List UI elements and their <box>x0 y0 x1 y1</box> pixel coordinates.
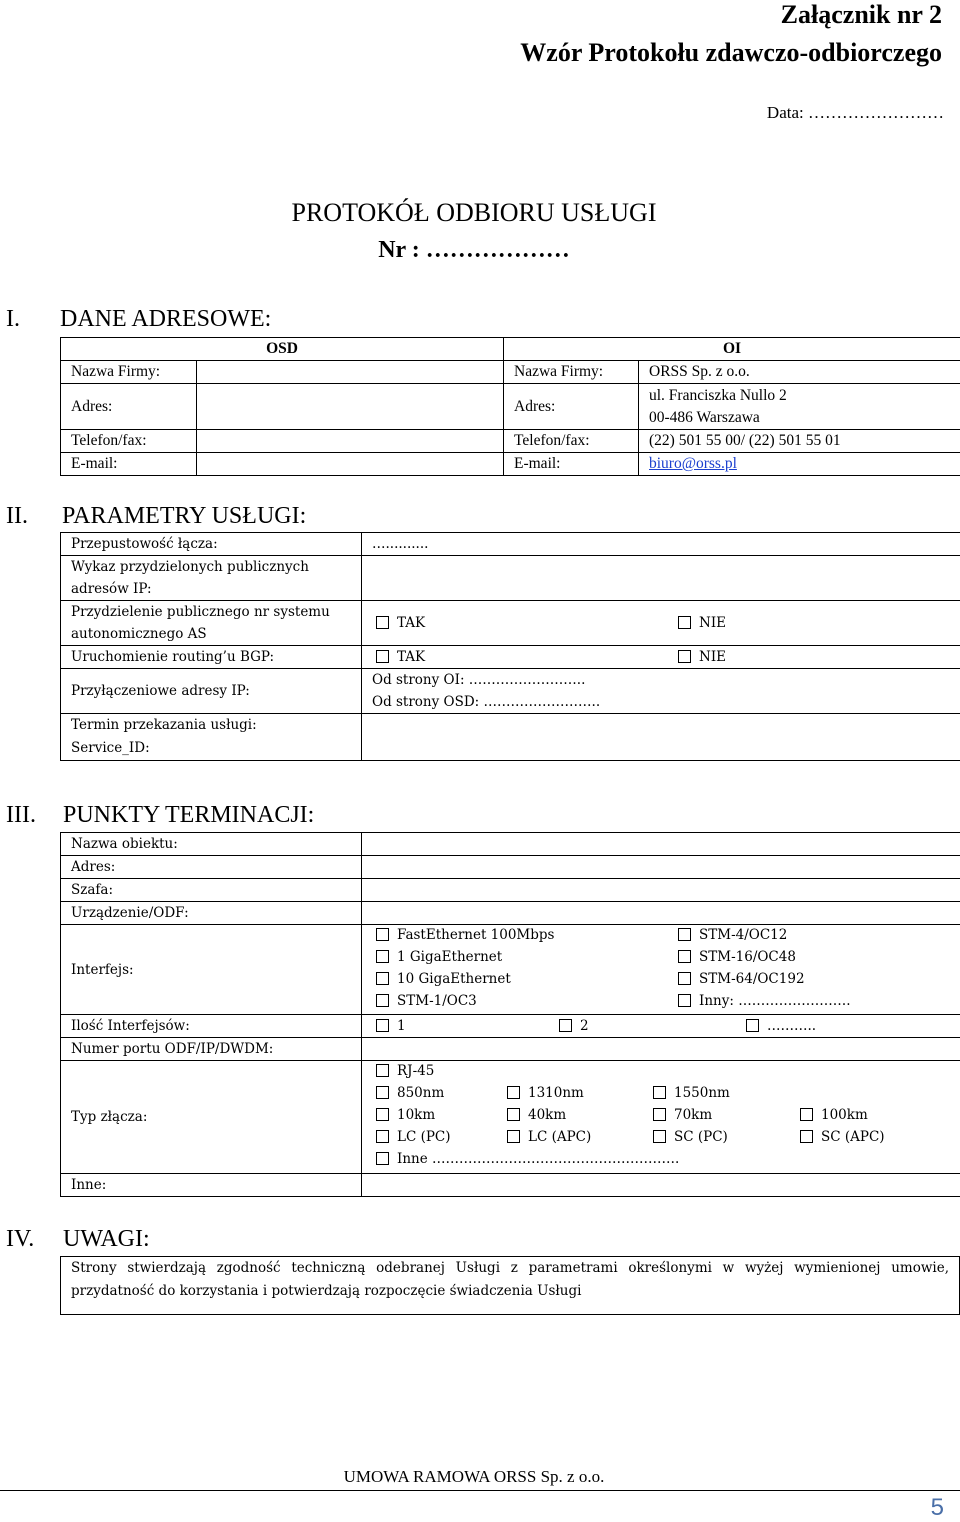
850nm-option[interactable] <box>376 1085 444 1101</box>
bandwidth-value[interactable]: ….......... <box>362 533 960 556</box>
option-label: 1550nm <box>674 1085 730 1101</box>
table-row <box>61 384 960 430</box>
checkbox-icon <box>678 950 691 963</box>
option-label: LC (APC) <box>528 1129 591 1145</box>
checkbox-icon <box>376 1064 389 1077</box>
option-label: STM-1/OC3 <box>397 993 477 1009</box>
option-label: LC (PC) <box>397 1129 451 1145</box>
option-label: SC (APC) <box>821 1129 885 1145</box>
checkbox-icon <box>800 1108 813 1121</box>
device-value[interactable] <box>362 902 960 925</box>
option-label: 850nm <box>397 1085 444 1101</box>
count-other-option[interactable] <box>746 1018 816 1034</box>
osd-email-value[interactable] <box>197 453 504 476</box>
oi-phone-value: (22) 501 55 00/ (22) 501 55 01 <box>639 430 960 453</box>
table-row <box>61 856 960 879</box>
table-row <box>61 1061 960 1174</box>
option-label: STM-16/OC48 <box>699 949 796 965</box>
nie-label: NIE <box>699 615 726 631</box>
table-row <box>61 361 960 384</box>
ip-list-label: Wykaz przydzielonych publicznych adresów IP: <box>61 556 362 601</box>
termination-table <box>60 832 960 1197</box>
1310nm-option[interactable] <box>507 1085 584 1101</box>
as-options <box>362 601 960 646</box>
option-label: 40km <box>528 1107 566 1123</box>
checkbox-icon <box>376 994 389 1007</box>
table-row <box>61 714 960 761</box>
count-label: Ilość Interfejsów: <box>61 1015 362 1038</box>
option-label: STM-4/OC12 <box>699 927 787 943</box>
interface-label: Interfejs: <box>61 925 362 1015</box>
table-row <box>61 1174 960 1197</box>
100km-option[interactable] <box>800 1107 868 1123</box>
stm16-option[interactable] <box>678 949 796 965</box>
checkbox-icon <box>653 1086 666 1099</box>
checkbox-icon <box>678 972 691 985</box>
nie-label: NIE <box>699 649 726 665</box>
option-label: RJ-45 <box>397 1063 434 1079</box>
option-label: 70km <box>674 1107 712 1123</box>
option-label: ……….. <box>767 1018 816 1034</box>
cabinet-label: Szafa: <box>61 879 362 902</box>
option-label: 10km <box>397 1107 435 1123</box>
bgp-tak-option[interactable] <box>376 649 425 665</box>
protocol-number: Nr : ……………… <box>0 237 948 264</box>
stm1-option[interactable] <box>376 993 477 1009</box>
footer-agreement: UMOWA RAMOWA ORSS Sp. z o.o. <box>0 1467 948 1487</box>
oi-company-value: ORSS Sp. z o.o. <box>639 361 960 384</box>
option-label: Inny: ……………………. <box>699 993 850 1009</box>
count-options <box>362 1015 960 1038</box>
checkbox-icon <box>376 650 389 663</box>
address-label: Adres: <box>61 856 362 879</box>
checkbox-icon <box>376 1108 389 1121</box>
rj45-option[interactable] <box>376 1063 434 1079</box>
connector-other-option[interactable] <box>376 1151 679 1167</box>
oi-address-label: Adres: <box>504 384 639 430</box>
option-label: 2 <box>580 1018 589 1034</box>
checkbox-icon <box>376 1086 389 1099</box>
page-number: 5 <box>931 1494 944 1522</box>
checkbox-icon <box>376 1019 389 1032</box>
checkbox-icon <box>653 1130 666 1143</box>
checkbox-icon <box>376 972 389 985</box>
section-number: III. <box>6 801 36 829</box>
table-row <box>61 338 960 361</box>
table-row <box>61 902 960 925</box>
oi-email-value <box>639 453 960 476</box>
oi-email-label: E-mail: <box>504 453 639 476</box>
object-label: Nazwa obiektu: <box>61 833 362 856</box>
address-label: Adres: <box>61 384 197 430</box>
oi-street: ul. Franciszka Nullo 2 <box>649 385 950 407</box>
option-label: SC (PC) <box>674 1129 728 1145</box>
table-row <box>61 879 960 902</box>
10km-option[interactable] <box>376 1107 435 1123</box>
count-1-option[interactable] <box>376 1018 406 1034</box>
tak-label: TAK <box>397 615 425 631</box>
section-number: I. <box>6 305 20 333</box>
other-label: Inne: <box>61 1174 362 1197</box>
table-row <box>61 1015 960 1038</box>
checkbox-icon <box>507 1108 520 1121</box>
option-label: Inne ………………………………………………. <box>397 1151 679 1167</box>
section-number: IV. <box>6 1225 34 1253</box>
checkbox-icon <box>376 1130 389 1143</box>
table-row <box>61 533 960 556</box>
oi-company-label: Nazwa Firmy: <box>504 361 639 384</box>
port-value[interactable] <box>362 1038 960 1061</box>
option-label: STM-64/OC192 <box>699 971 805 987</box>
interface-options <box>362 925 960 1015</box>
oi-phone-label: Telefon/fax: <box>504 430 639 453</box>
option-label: 10 GigaEthernet <box>397 971 511 987</box>
connect-ip-value <box>362 669 960 714</box>
tak-label: TAK <box>397 649 425 665</box>
option-label: 1 <box>397 1018 406 1034</box>
checkbox-icon <box>678 650 691 663</box>
device-label: Urządzenie/ODF: <box>61 902 362 925</box>
bgp-label: Uruchomienie routing’u BGP: <box>61 646 362 669</box>
connector-options <box>362 1061 960 1174</box>
checkbox-icon <box>559 1019 572 1032</box>
ip-list-value[interactable] <box>362 556 960 601</box>
table-row <box>61 669 960 714</box>
footer-divider <box>0 1490 960 1491</box>
option-label: 1 GigaEthernet <box>397 949 502 965</box>
as-label: Przydzielenie publicznego nr systemu autonomicznego AS <box>61 601 362 646</box>
1550nm-option[interactable] <box>653 1085 730 1101</box>
checkbox-icon <box>507 1086 520 1099</box>
table-row <box>61 556 960 601</box>
bgp-options <box>362 646 960 669</box>
other-value[interactable] <box>362 1174 960 1197</box>
lc-pc-option[interactable] <box>376 1129 451 1145</box>
checkbox-icon <box>376 616 389 629</box>
object-value[interactable] <box>362 833 960 856</box>
connector-label: Typ złącza: <box>61 1061 362 1174</box>
section-title: PUNKTY TERMINACJI: <box>63 801 314 829</box>
option-label: 100km <box>821 1107 868 1123</box>
40km-option[interactable] <box>507 1107 566 1123</box>
interface-other-option[interactable] <box>678 993 850 1009</box>
table-row <box>61 925 960 1015</box>
address-table <box>60 337 960 476</box>
email-link[interactable]: biuro@orss.pl <box>649 455 737 472</box>
company-label: Nazwa Firmy: <box>61 361 197 384</box>
checkbox-icon <box>507 1130 520 1143</box>
option-label: 1310nm <box>528 1085 584 1101</box>
connect-ip-label: Przyłączeniowe adresy IP: <box>61 669 362 714</box>
table-row <box>61 1038 960 1061</box>
osd-phone-value[interactable] <box>197 430 504 453</box>
checkbox-icon <box>376 950 389 963</box>
sc-apc-option[interactable] <box>800 1129 885 1145</box>
giga-10-option[interactable] <box>376 971 511 987</box>
stm4-option[interactable] <box>678 927 787 943</box>
cabinet-value[interactable] <box>362 879 960 902</box>
from-oi-text: Od strony OI: …………………….. <box>372 669 950 691</box>
checkbox-icon <box>376 928 389 941</box>
table-row <box>61 833 960 856</box>
lc-apc-option[interactable] <box>507 1129 591 1145</box>
attachment-title: Załącznik nr 2 <box>781 0 942 34</box>
section-title: PARAMETRY USŁUGI: <box>62 502 306 530</box>
oi-address-value <box>639 384 960 430</box>
oi-city: 00-486 Warszawa <box>649 407 950 429</box>
stm64-option[interactable] <box>678 971 805 987</box>
osd-header: OSD <box>61 338 504 361</box>
term-service-value[interactable] <box>362 714 960 761</box>
sc-pc-option[interactable] <box>653 1129 728 1145</box>
bandwidth-label: Przepustowość łącza: <box>61 533 362 556</box>
date-field: Data: …………………… <box>767 103 944 123</box>
email-label: E-mail: <box>61 453 197 476</box>
checkbox-icon <box>653 1108 666 1121</box>
fast-ethernet-option[interactable] <box>376 927 554 943</box>
checkbox-icon <box>678 994 691 1007</box>
section-title: UWAGI: <box>63 1225 150 1253</box>
option-label: FastEthernet 100Mbps <box>397 927 554 943</box>
checkbox-icon <box>376 1152 389 1165</box>
protocol-title: PROTOKÓŁ ODBIORU USŁUGI <box>0 198 948 228</box>
port-label: Numer portu ODF/IP/DWDM: <box>61 1038 362 1061</box>
address-value[interactable] <box>362 856 960 879</box>
section-title: DANE ADRESOWE: <box>60 305 271 333</box>
giga-1-option[interactable] <box>376 949 502 965</box>
document-subtitle: Wzór Protokołu zdawczo-odbiorczego <box>520 34 942 72</box>
osd-company-value[interactable] <box>197 361 504 384</box>
as-nie-option[interactable] <box>678 615 726 631</box>
checkbox-icon <box>678 616 691 629</box>
table-row <box>61 646 960 669</box>
section-number: II. <box>6 502 28 530</box>
checkbox-icon <box>800 1130 813 1143</box>
count-2-option[interactable] <box>559 1018 589 1034</box>
phone-label: Telefon/fax: <box>61 430 197 453</box>
as-tak-option[interactable] <box>376 615 425 631</box>
from-osd-text: Od strony OSD: …………………….. <box>372 691 950 713</box>
service-id-label: Service_ID: <box>71 737 351 760</box>
remarks-box: Strony stwierdzają zgodność techniczną odebranej Usługi z parametrami określonymi w wyżej wymienionej umowie, przydatność do korzystania i potwierdzają rozpoczęcie świadczenia Usługi <box>60 1256 960 1315</box>
oi-header: OI <box>504 338 960 361</box>
70km-option[interactable] <box>653 1107 712 1123</box>
bgp-nie-option[interactable] <box>678 649 726 665</box>
checkbox-icon <box>746 1019 759 1032</box>
table-row <box>61 453 960 476</box>
table-row <box>61 601 960 646</box>
table-row <box>61 430 960 453</box>
service-params-table <box>60 532 960 761</box>
term-label: Termin przekazania usługi: <box>71 714 351 737</box>
osd-address-value[interactable] <box>197 384 504 430</box>
term-service-labels <box>61 714 362 761</box>
checkbox-icon <box>678 928 691 941</box>
